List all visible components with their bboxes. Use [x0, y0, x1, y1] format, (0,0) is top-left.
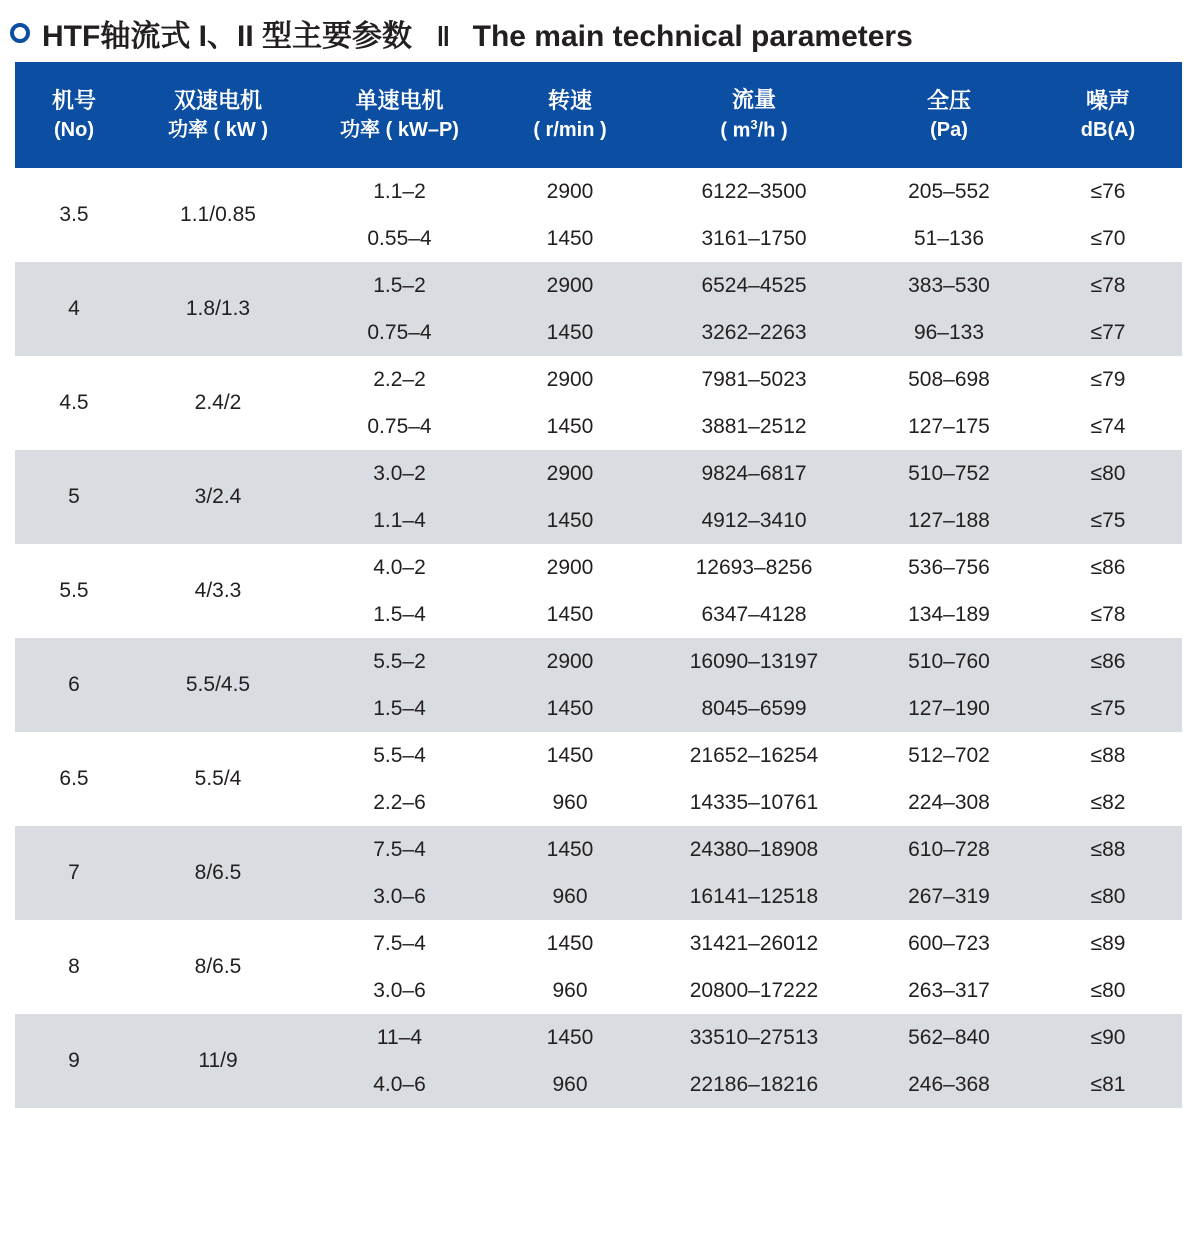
cell-flow: 20800–17222	[644, 967, 864, 1014]
cell-single-motor-power: 1.1–2	[303, 168, 496, 215]
cell-flow: 3881–2512	[644, 403, 864, 450]
cell-noise: ≤81	[1034, 1061, 1182, 1108]
cell-noise: ≤75	[1034, 497, 1182, 544]
cell-flow: 22186–18216	[644, 1061, 864, 1108]
parameters-table	[15, 62, 1182, 1108]
cell-single-motor-power: 5.5–2	[303, 638, 496, 685]
cell-no: 7	[15, 826, 133, 920]
cell-dual-motor-power: 11/9	[133, 1014, 303, 1108]
cell-dual-motor-power: 1.8/1.3	[133, 262, 303, 356]
cell-pressure: 134–189	[864, 591, 1034, 638]
table-row	[15, 732, 1182, 779]
cell-single-motor-power: 0.75–4	[303, 309, 496, 356]
cell-speed: 1450	[496, 1014, 644, 1061]
cell-single-motor-power: 7.5–4	[303, 826, 496, 873]
cell-speed: 2900	[496, 450, 644, 497]
cell-noise: ≤80	[1034, 967, 1182, 1014]
cell-flow: 14335–10761	[644, 779, 864, 826]
cell-single-motor-power: 5.5–4	[303, 732, 496, 779]
table-row	[15, 1014, 1182, 1061]
cell-flow: 6122–3500	[644, 168, 864, 215]
cell-speed: 2900	[496, 544, 644, 591]
cell-noise: ≤74	[1034, 403, 1182, 450]
cell-pressure: 536–756	[864, 544, 1034, 591]
cell-flow: 9824–6817	[644, 450, 864, 497]
cell-no: 4	[15, 262, 133, 356]
table-row	[15, 450, 1182, 497]
cell-pressure: 508–698	[864, 356, 1034, 403]
table-row	[15, 356, 1182, 403]
cell-noise: ≤70	[1034, 215, 1182, 262]
cell-pressure: 224–308	[864, 779, 1034, 826]
cell-flow: 33510–27513	[644, 1014, 864, 1061]
cell-pressure: 96–133	[864, 309, 1034, 356]
cell-flow: 12693–8256	[644, 544, 864, 591]
cell-no: 6.5	[15, 732, 133, 826]
cell-noise: ≤86	[1034, 544, 1182, 591]
cell-speed: 1450	[496, 215, 644, 262]
cell-noise: ≤80	[1034, 450, 1182, 497]
title-separator-icon: ‖	[436, 21, 451, 52]
cell-flow: 3161–1750	[644, 215, 864, 262]
column-header-pressure: 全压 (Pa)	[864, 62, 1034, 168]
cell-speed: 1450	[496, 497, 644, 544]
table-row	[15, 638, 1182, 685]
cell-flow: 6524–4525	[644, 262, 864, 309]
cell-pressure: 600–723	[864, 920, 1034, 967]
cell-noise: ≤90	[1034, 1014, 1182, 1061]
cell-speed: 2900	[496, 356, 644, 403]
cell-flow: 8045–6599	[644, 685, 864, 732]
cell-noise: ≤88	[1034, 732, 1182, 779]
cell-speed: 1450	[496, 309, 644, 356]
cell-pressure: 510–760	[864, 638, 1034, 685]
cell-noise: ≤82	[1034, 779, 1182, 826]
table-row	[15, 826, 1182, 873]
cell-dual-motor-power: 5.5/4.5	[133, 638, 303, 732]
cell-pressure: 127–190	[864, 685, 1034, 732]
column-header-no: 机号 (No)	[15, 62, 133, 168]
cell-speed: 1450	[496, 920, 644, 967]
cell-speed: 1450	[496, 591, 644, 638]
cell-dual-motor-power: 8/6.5	[133, 826, 303, 920]
cell-speed: 960	[496, 873, 644, 920]
table-row	[15, 920, 1182, 967]
cell-single-motor-power: 3.0–6	[303, 967, 496, 1014]
cell-noise: ≤77	[1034, 309, 1182, 356]
cell-dual-motor-power: 8/6.5	[133, 920, 303, 1014]
cell-pressure: 127–175	[864, 403, 1034, 450]
table-row	[15, 544, 1182, 591]
cell-single-motor-power: 1.5–2	[303, 262, 496, 309]
cell-noise: ≤78	[1034, 591, 1182, 638]
cell-single-motor-power: 2.2–6	[303, 779, 496, 826]
cell-pressure: 562–840	[864, 1014, 1034, 1061]
table-header	[15, 62, 1182, 168]
cell-pressure: 263–317	[864, 967, 1034, 1014]
cell-dual-motor-power: 4/3.3	[133, 544, 303, 638]
cell-no: 6	[15, 638, 133, 732]
cell-speed: 960	[496, 1061, 644, 1108]
cell-flow: 4912–3410	[644, 497, 864, 544]
cell-no: 5	[15, 450, 133, 544]
cell-no: 5.5	[15, 544, 133, 638]
title-chinese: HTF轴流式 I、II 型主要参数	[42, 20, 412, 53]
cell-flow: 6347–4128	[644, 591, 864, 638]
cell-speed: 2900	[496, 168, 644, 215]
cell-flow: 16090–13197	[644, 638, 864, 685]
cell-noise: ≤76	[1034, 168, 1182, 215]
cell-single-motor-power: 3.0–6	[303, 873, 496, 920]
cell-speed: 1450	[496, 732, 644, 779]
cell-speed: 2900	[496, 638, 644, 685]
cell-no: 4.5	[15, 356, 133, 450]
cell-noise: ≤88	[1034, 826, 1182, 873]
cell-single-motor-power: 11–4	[303, 1014, 496, 1061]
cell-pressure: 267–319	[864, 873, 1034, 920]
cell-flow: 3262–2263	[644, 309, 864, 356]
table-header-row	[15, 62, 1182, 168]
cell-dual-motor-power: 2.4/2	[133, 356, 303, 450]
table-row	[15, 262, 1182, 309]
cell-noise: ≤89	[1034, 920, 1182, 967]
cell-single-motor-power: 2.2–2	[303, 356, 496, 403]
cell-noise: ≤75	[1034, 685, 1182, 732]
cell-no: 8	[15, 920, 133, 1014]
cell-dual-motor-power: 5.5/4	[133, 732, 303, 826]
page-title	[0, 0, 1197, 62]
cell-single-motor-power: 1.5–4	[303, 591, 496, 638]
cell-pressure: 510–752	[864, 450, 1034, 497]
cell-single-motor-power: 0.55–4	[303, 215, 496, 262]
cell-no: 3.5	[15, 168, 133, 262]
cell-dual-motor-power: 3/2.4	[133, 450, 303, 544]
column-header-single-motor-power: 单速电机 功率 ( kW–P)	[303, 62, 496, 168]
cell-flow: 21652–16254	[644, 732, 864, 779]
column-header-flow: 流量 ( $m^3/h$ )	[644, 62, 864, 168]
cell-pressure: 383–530	[864, 262, 1034, 309]
cell-flow: 16141–12518	[644, 873, 864, 920]
cell-pressure: 51–136	[864, 215, 1034, 262]
cell-speed: 960	[496, 967, 644, 1014]
column-header-noise: 噪声 dB(A)	[1034, 62, 1182, 168]
cell-noise: ≤86	[1034, 638, 1182, 685]
cell-single-motor-power: 4.0–2	[303, 544, 496, 591]
cell-single-motor-power: 3.0–2	[303, 450, 496, 497]
cell-speed: 1450	[496, 685, 644, 732]
cell-pressure: 610–728	[864, 826, 1034, 873]
table-body	[15, 168, 1182, 1108]
bullet-icon	[10, 23, 30, 43]
cell-speed: 1450	[496, 403, 644, 450]
cell-flow: 7981–5023	[644, 356, 864, 403]
table-row	[15, 168, 1182, 215]
cell-single-motor-power: 1.1–4	[303, 497, 496, 544]
cell-pressure: 246–368	[864, 1061, 1034, 1108]
column-header-speed: 转速 ( r/min )	[496, 62, 644, 168]
cell-dual-motor-power: 1.1/0.85	[133, 168, 303, 262]
cell-flow: 31421–26012	[644, 920, 864, 967]
column-header-dual-motor-power: 双速电机 功率 ( kW )	[133, 62, 303, 168]
cell-speed: 960	[496, 779, 644, 826]
cell-speed: 1450	[496, 826, 644, 873]
cell-noise: ≤78	[1034, 262, 1182, 309]
title-english: The main technical parameters	[472, 20, 913, 53]
cell-no: 9	[15, 1014, 133, 1108]
cell-single-motor-power: 0.75–4	[303, 403, 496, 450]
cell-noise: ≤79	[1034, 356, 1182, 403]
cell-pressure: 205–552	[864, 168, 1034, 215]
cell-single-motor-power: 1.5–4	[303, 685, 496, 732]
cell-pressure: 127–188	[864, 497, 1034, 544]
cell-speed: 2900	[496, 262, 644, 309]
cell-flow: 24380–18908	[644, 826, 864, 873]
cell-single-motor-power: 7.5–4	[303, 920, 496, 967]
cell-single-motor-power: 4.0–6	[303, 1061, 496, 1108]
column-header-flow-unit: ( $m^3/h$ )	[720, 117, 788, 142]
cell-pressure: 512–702	[864, 732, 1034, 779]
cell-noise: ≤80	[1034, 873, 1182, 920]
